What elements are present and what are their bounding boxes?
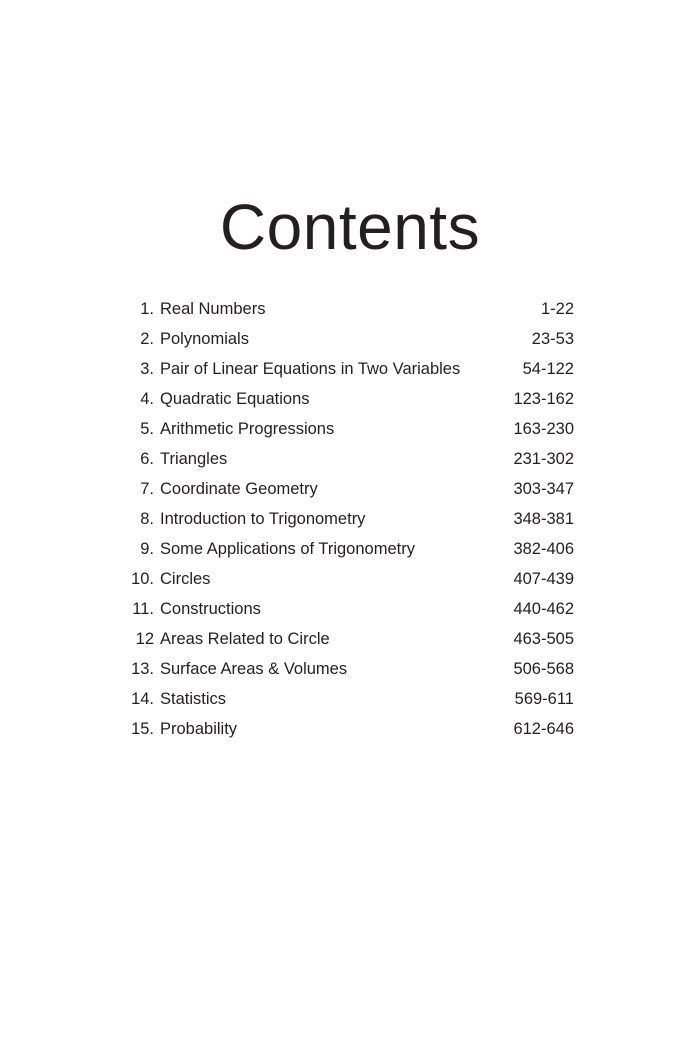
toc-entry-number: 2.: [140, 330, 154, 348]
toc-entry-title: Circles: [160, 570, 211, 588]
toc-entry-title: Some Applications of Trigonometry: [160, 540, 415, 558]
toc-entry-number: 15.: [131, 720, 154, 738]
toc-entry-pages: 231-302: [513, 450, 574, 468]
toc-entry-9: [124, 534, 574, 564]
toc-entry-2: [124, 324, 574, 354]
toc-entry-pages: 23-53: [531, 330, 574, 348]
toc-entry-pages: 440-462: [513, 600, 574, 618]
toc-entry-title: Polynomials: [160, 330, 249, 348]
toc-entry-pages: 348-381: [513, 510, 574, 528]
toc-entry-10: [124, 564, 574, 594]
toc-entry-5: [124, 414, 574, 444]
toc-entry-title: Statistics: [160, 690, 227, 708]
toc-entry-title: Real Numbers: [160, 300, 266, 318]
toc-entry-number: 14.: [131, 690, 154, 708]
toc-entry-number: 6.: [140, 450, 154, 468]
toc-entry-14: [124, 684, 574, 714]
table-of-contents: [124, 294, 574, 744]
toc-entry-title: Probability: [160, 720, 238, 738]
toc-entry-13: [124, 654, 574, 684]
toc-entry-title: Introduction to Trigonometry: [160, 510, 366, 528]
toc-entry-8: [124, 504, 574, 534]
toc-entry-number: 1.: [140, 300, 154, 318]
toc-entry-1: [124, 294, 574, 324]
toc-entry-title: Constructions: [160, 600, 261, 618]
toc-entry-number: 7.: [140, 480, 154, 498]
toc-entry-pages: 506-568: [513, 660, 574, 678]
toc-entry-11: [124, 594, 574, 624]
toc-entry-number: 3.: [140, 360, 154, 378]
toc-entry-number: 10.: [131, 570, 154, 588]
toc-entry-3: [124, 354, 574, 384]
page-title: Contents: [219, 191, 481, 263]
toc-entry-7: [124, 474, 574, 504]
toc-entry-pages: 54-122: [522, 360, 574, 378]
toc-entry-number: 11.: [132, 600, 154, 618]
toc-entry-pages: 569-611: [514, 690, 574, 708]
toc-entry-title: Pair of Linear Equations in Two Variables: [160, 360, 461, 378]
toc-entry-number: 8.: [140, 510, 154, 528]
toc-entry-title: Quadratic Equations: [160, 390, 310, 408]
toc-entry-pages: 303-347: [513, 480, 574, 498]
toc-entry-number: 9.: [140, 540, 154, 558]
toc-entry-pages: 382-406: [513, 540, 574, 558]
toc-entry-15: [124, 714, 574, 744]
toc-entry-number: 5.: [140, 420, 154, 438]
toc-entry-title: Areas Related to Circle: [160, 630, 330, 648]
toc-entry-pages: 163-230: [513, 420, 574, 438]
toc-entry-number: 12: [135, 630, 154, 648]
toc-entry-pages: 123-162: [513, 390, 574, 408]
toc-entry-title: Surface Areas & Volumes: [160, 660, 348, 678]
toc-entry-title: Triangles: [160, 450, 228, 468]
toc-entry-pages: 407-439: [513, 570, 574, 588]
toc-entry-6: [124, 444, 574, 474]
toc-entry-4: [124, 384, 574, 414]
toc-entry-title: Coordinate Geometry: [160, 480, 318, 498]
toc-entry-pages: 1-22: [540, 300, 574, 318]
toc-entry-12: [124, 624, 574, 654]
toc-entry-title: Arithmetic Progressions: [160, 420, 335, 438]
toc-entry-pages: 463-505: [513, 630, 574, 648]
toc-entry-number: 13.: [131, 660, 154, 678]
toc-entry-pages: 612-646: [513, 720, 574, 738]
toc-entry-number: 4.: [140, 390, 154, 408]
